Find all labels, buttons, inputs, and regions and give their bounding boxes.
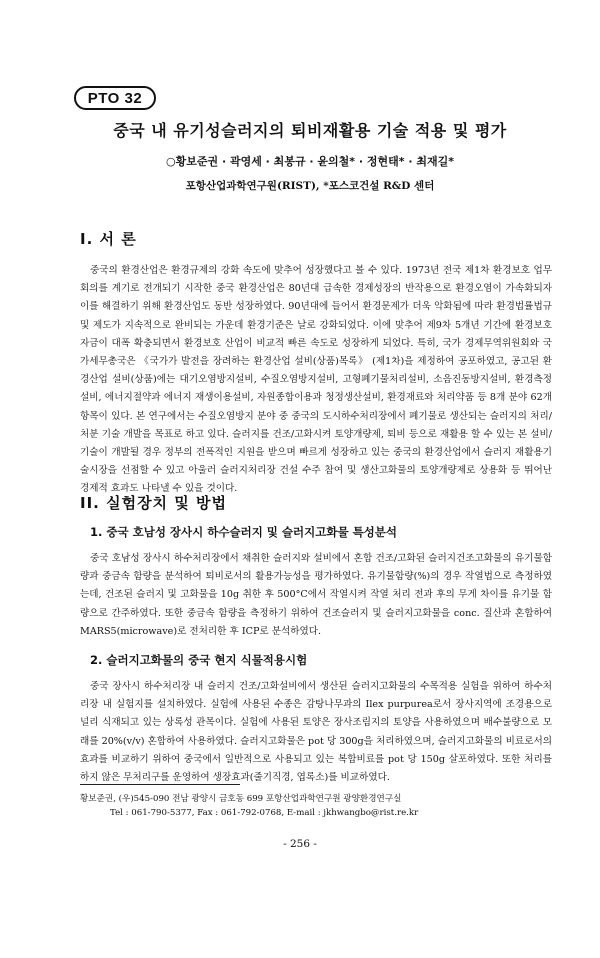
introduction-paragraph: 중국의 환경산업은 환경규제의 강화 속도에 맞추어 성장했다고 볼 수 있다. 1973년 전국 제1차 환경보호 업무회의를 계기로 전개되기 시작한 중국 환경산업은 80년대 급속한 경제성장의 반작용으로 환경오염이 가속화되자 이를 해결하기 위해 환경산업도 동반 성장하였다. 90년대에 들어서 환경문제가 더욱 악화됨에 따라 환경법률법규 및 제도가 지속적으로 완비되는 가운데 환경기준은 날로 강화되었다. 이에 맞추어 제9차 5개년 기간에 환경보호 자금이 대폭 확충되면서 환경보호 산업이 비교적 빠른 속도로 성장하게 되었다. 특히, 국가 경제무역위원회와 국가세무총국은 《국가가 발전을 장려하는 환경산업 설비(상품)목록》 (제1차)을 제정하여 공포하였고, 공고된 환경산업 설비(상품)에는 대기오염방지설비, 수질오염방지설비, 고형폐기물처리설비, 소음진동방지설비, 환경측정설비, 에너지절약과 에너지 재생이용설비, 자원종합이용과 청정생산설비, 환경재료와 처리약품 등 8개 분야 62개 항목이 있다. 본 연구에서는 수질오염방지 분야 중 중국의 도시하수처리장에서 폐기물로 생산되는 슬러지의 처리/처분 기술 개발을 목표로 하고 있다. 슬러지를 건조/고화시켜 토양개량제, 퇴비 등으로 재활용 할 수 있는 본 설비/기술이 개발될 경우 정부의 전폭적인 지원을 받으며 빠르게 성장하고 있는 중국의 환경산업에서 슬러지 재활용기술시장을 선점할 수 있고 아울러 슬러지처리장 건설 수주 참여 및 생산고화물의 토양개량제로 상용화 등 뛰어난 경제적 효과도 나타낼 수 있을 것이다. <box>80 265 552 495</box>
author-list: ○황보준권 · 곽영세 · 최봉규 · 윤의철* · 정현태* · 최재길* <box>166 155 454 168</box>
analysis-paragraph: 중국 호남성 장사시 하수처리장에서 채취한 슬러지와 설비에서 혼합 건조/고화된 슬러지건조고화물의 유기물함량과 중금속 함량을 분석하여 퇴비로서의 활용가능성을 평가하였다. 유기물함량(%)의 경우 작열법으로 측정하였는데, 건조된 슬러지 및 고화물을 10g 취한 후 500°C에서 작열시켜 작열 처리 전과 후의 무게 차이를 유기물 함량으로 간주하였다. 또한 중금속 함량을 측정하기 위하여 건조슬러지 및 슬러지고화물을 conc. 질산과 혼합하여 MARS5(microwave)로 전처리한 후 ICP로 분석하였다. <box>80 553 552 637</box>
footnote-contact: Tel : 061-790-5377, Fax : 061-792-0768, E-mail : jkhwangbo@rist.re.kr <box>110 808 419 818</box>
section-heading-introduction: I. 서 론 <box>80 230 137 248</box>
session-badge: PTO 32 <box>74 86 156 110</box>
page-number: - 256 - <box>283 838 317 850</box>
affiliation: 포항산업과학연구원(RIST), *포스코건설 R&D 센터 <box>185 180 435 192</box>
footnote-divider <box>80 784 240 785</box>
footnote-address: 황보준권, (우)545-090 전남 광양시 금호동 699 포항산업과학연구원 광양환경연구실 <box>80 794 402 804</box>
subsection-heading-analysis: 1. 중국 호남성 장사시 하수슬러지 및 슬러지고화물 특성분석 <box>90 525 398 539</box>
subsection-heading-plant-test: 2. 슬러지고화물의 중국 현지 식물적용시험 <box>90 653 308 667</box>
paper-title: 중국 내 유기성슬러지의 퇴비재활용 기술 적용 및 평가 <box>113 121 507 140</box>
plant-test-paragraph: 중국 장사시 하수처리장 내 슬러지 건조/고화설비에서 생산된 슬러지고화물의 수목적용 실험을 위하여 하수처리장 내 실험지를 설치하였다. 실험에 사용된 수종은 감탕나무과의 Ilex purpurea로서 장사지역에 조경용으로 널리 식재되고 있는 상록성 관목이다. 실험에 사용된 토양은 장사조림지의 토양을 사용하였으며 배수불량으로 모래를 20%(v/v) 혼합하여 사용하였다. 슬러지고화물은 pot 당 300g을 처리하였으며, 슬러지고화물의 비료로서의 효과를 비교하기 위하여 중국에서 일반적으로 사용되고 있는 복합비료를 pot 당 150g 살포하였다. 또한 처리를 하지 않은 무처리구를 운영하여 생장효과(줄기직경, 엽록소)를 비교하였다. <box>80 681 552 784</box>
section-heading-methods: II. 실험장치 및 방법 <box>80 494 227 512</box>
